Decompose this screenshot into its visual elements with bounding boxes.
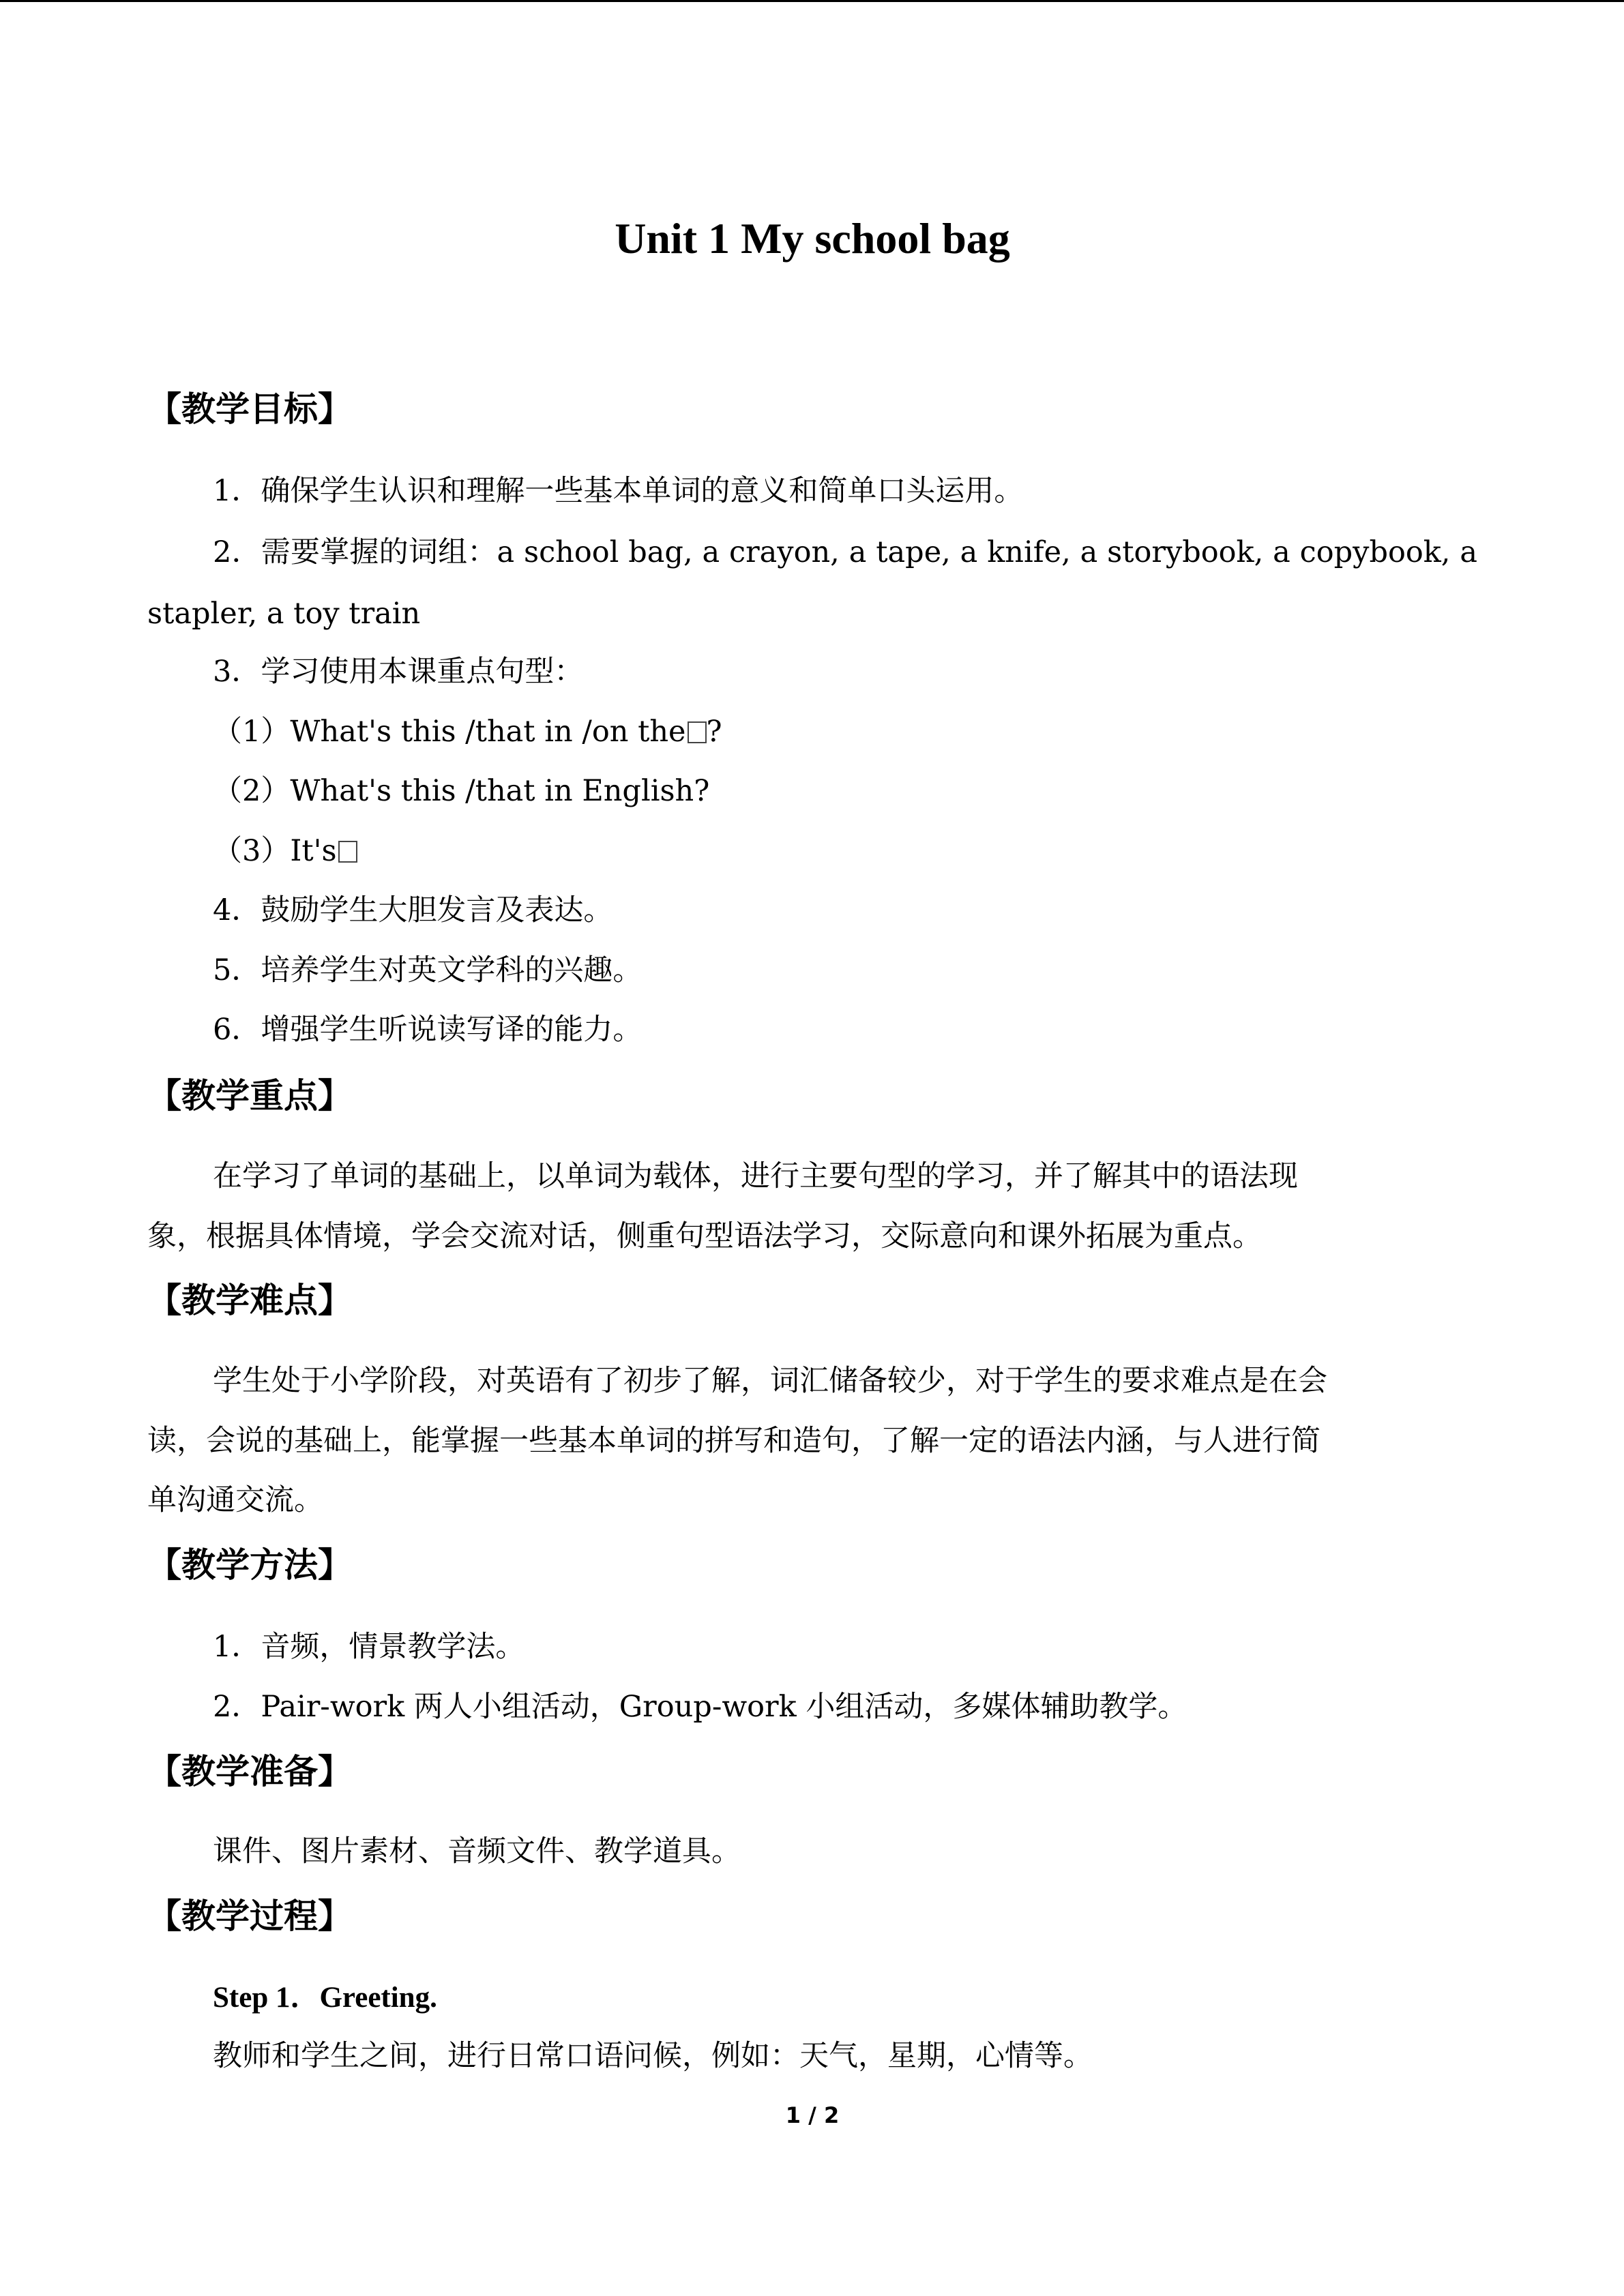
objective-item-6: 6．增强学生听说读写译的能力。 [213,1013,643,1047]
objective-item-4: 4．鼓励学生大胆发言及表达。 [213,893,613,927]
section-heading-process: 【教学过程】 [147,1896,352,1936]
section-heading-difficulties: 【教学难点】 [147,1281,352,1320]
sentence-pattern-1 [213,711,722,752]
sentence-pattern-3 [213,831,357,871]
sentence-pattern-2: （2）What's this /that in English? [213,774,710,808]
objective-item-2-line-2: stapler, a toy train [147,597,421,631]
document-title: Unit 1 My school bag [615,214,1010,263]
key-points-line-1: 在学习了单词的基础上，以单词为载体，进行主要句型的学习，并了解其中的语法现 [213,1159,1298,1193]
blank-placeholder-box [338,841,357,863]
objective-item-3: 3．学习使用本课重点句型： [213,655,584,689]
section-heading-objectives: 【教学目标】 [147,389,352,429]
step-1-text: 教师和学生之间，进行日常口语问候，例如：天气，星期，心情等。 [213,2039,1093,2073]
blank-placeholder-box [688,721,707,743]
page-number: 1 / 2 [785,2102,840,2128]
top-border-rule [0,0,1624,2]
objective-item-5: 5．培养学生对英文学科的兴趣。 [213,953,643,987]
difficulties-line-3: 单沟通交流。 [147,1483,323,1517]
section-heading-key-points: 【教学重点】 [147,1076,352,1116]
methods-item-1: 1．音频，情景教学法。 [213,1630,525,1664]
step-1-title: Step 1．Greeting. [213,1982,437,2014]
difficulties-line-1: 学生处于小学阶段，对英语有了初步了解，词汇储备较少，对于学生的要求难点是在会 [213,1364,1327,1398]
sentence-pattern-1-end: ? [706,715,722,749]
preparation-text: 课件、图片素材、音频文件、教学道具。 [213,1834,741,1868]
sentence-pattern-1-text: （1）What's this /that in /on the [213,715,686,749]
difficulties-line-2: 读，会说的基础上，能掌握一些基本单词的拼写和造句，了解一定的语法内涵，与人进行简 [147,1424,1320,1458]
methods-item-2: 2．Pair-work 两人小组活动，Group-work 小组活动，多媒体辅助教学。 [213,1690,1187,1724]
objective-item-2-line-1: 2．需要掌握的词组：a school bag, a crayon, a tape, a knife, a storybook, a copybook, a [213,535,1477,569]
key-points-line-2: 象，根据具体情境，学会交流对话，侧重句型语法学习，交际意向和课外拓展为重点。 [147,1219,1262,1253]
objective-item-1: 1．确保学生认识和理解一些基本单词的意义和简单口头运用。 [213,474,1024,508]
section-heading-preparation: 【教学准备】 [147,1752,352,1791]
section-heading-methods: 【教学方法】 [147,1545,352,1585]
sentence-pattern-3-text: （3）It's [213,834,337,868]
